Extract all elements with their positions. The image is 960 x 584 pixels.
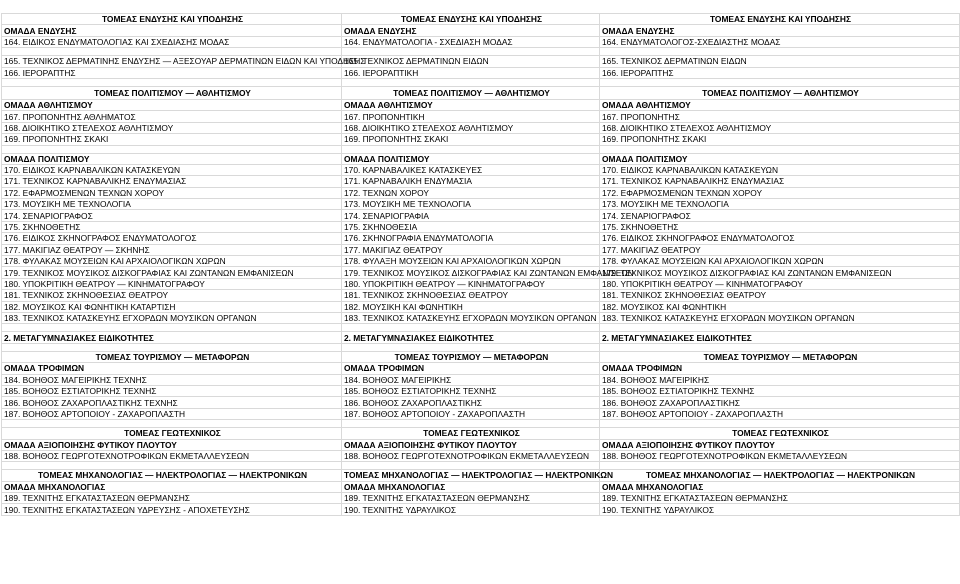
group-header-col1: ΟΜΑΔΑ ΑΘΛΗΤΙΣΜΟΥ [2,99,342,110]
specialty-cell-col2: 187. ΒΟΗΘΟΣ ΑΡΤΟΠΟΙΟΥ - ΖΑΧΑΡΟΠΛΑΣΤΗ [342,408,600,419]
specialty-cell-col2: 182. ΜΟΥΣΙΚΗ ΚΑΙ ΦΩΝΗΤΙΚΗ [342,301,600,312]
group-header-col1: ΟΜΑΔΑ ΤΡΟΦΙΜΩΝ [2,363,342,374]
specialty-row [2,176,960,187]
specialty-row [2,385,960,396]
sector-header-col2: ΤΟΜΕΑΣ ΕΝΔΥΣΗΣ ΚΑΙ ΥΠΟΔΗΣΗΣ [342,14,600,25]
specialty-cell-col2: 168. ΔΙΟΙΚΗΤΙΚΟ ΣΤΕΛΕΧΟΣ ΑΘΛΗΤΙΣΜΟΥ [342,122,600,133]
sector-header-col3: ΤΟΜΕΑΣ ΤΟΥΡΙΣΜΟΥ — ΜΕΤΑΦΟΡΩΝ [600,351,960,362]
specialty-cell-col1: 171. ΤΕΧΝΙΚΟΣ ΚΑΡΝΑΒΑΛΙΚΗΣ ΕΝΔΥΜΑΣΙΑΣ [2,176,342,187]
spacer-cell [342,78,600,86]
specialty-cell-col1: 189. ΤΕΧΝΙΤΗΣ ΕΓΚΑΤΑΣΤΑΣΕΩΝ ΘΕΡΜΑΝΣΗΣ [2,493,342,504]
specialty-row [2,504,960,515]
specialty-cell-col3: 184. ΒΟΗΘΟΣ ΜΑΓΕΙΡΙΚΗΣ [600,374,960,385]
specialty-row [2,301,960,312]
group-header-col3: ΟΜΑΔΑ ΑΞΙΟΠΟΙΗΣΗΣ ΦΥΤΙΚΟΥ ΠΛΟΥΤΟΥ [600,439,960,450]
specialty-cell-col2: 180. ΥΠΟΚΡΙΤΙΚΗ ΘΕΑΤΡΟΥ — ΚΙΝΗΜΑΤΟΓΡΑΦΟΥ [342,278,600,289]
group-header-row [2,439,960,450]
sector-header-col2: ΤΟΜΕΑΣ ΓΕΩΤΕΧΝΙΚΟΣ [342,428,600,439]
specialty-cell-col2: 167. ΠΡΟΠΟΝΗΤΙΚΗ [342,111,600,122]
specialty-row [2,221,960,232]
specialty-cell-col2: 170. ΚΑΡΝΑΒΑΛΙΚΕΣ ΚΑΤΑΣΚΕΥΕΣ [342,164,600,175]
specialty-cell-col1: 188. ΒΟΗΘΟΣ ΓΕΩΡΓΟΤΕΧΝΟΤΡΟΦΙΚΩΝ ΕΚΜΕΤΑΛΛΕΥΣΕΩΝ [2,450,342,461]
sector-header-col3: ΤΟΜΕΑΣ ΠΟΛΙΤΙΣΜΟΥ — ΑΘΛΗΤΙΣΜΟΥ [600,86,960,99]
specialty-cell-col1: 182. ΜΟΥΣΙΚΟΣ ΚΑΙ ΦΩΝΗΤΙΚΗ ΚΑΤΑΡΤΙΣΗ [2,301,342,312]
group-header-col1: ΟΜΑΔΑ ΜΗΧΑΝΟΛΟΓΙΑΣ [2,481,342,492]
spacer-row [2,145,960,153]
specialty-cell-col2: 181. ΤΕΧΝΙΚΟΣ ΣΚΗΝΟΘΕΣΙΑΣ ΘΕΑΤΡΟΥ [342,290,600,301]
spacer-cell [342,420,600,428]
sector-header-col2: ΤΟΜΕΑΣ ΤΟΥΡΙΣΜΟΥ — ΜΕΤΑΦΟΡΩΝ [342,351,600,362]
sector-header-col3: ΤΟΜΕΑΣ ΕΝΔΥΣΗΣ ΚΑΙ ΥΠΟΔΗΣΗΣ [600,14,960,25]
specialty-cell-col1: 187. ΒΟΗΘΟΣ ΑΡΤΟΠΟΙΟΥ - ΖΑΧΑΡΟΠΛΑΣΤΗ [2,408,342,419]
spacer-cell [600,324,960,332]
specialty-row [2,36,960,47]
sector-header-col1: ΤΟΜΕΑΣ ΓΕΩΤΕΧΝΙΚΟΣ [2,428,342,439]
spacer-row [2,462,960,470]
specialty-cell-col3: 172. ΕΦΑΡΜΟΣΜΕΝΩΝ ΤΕΧΝΩΝ ΧΟΡΟΥ [600,187,960,198]
group-header-col2: 2. ΜΕΤΑΓΥΜΝΑΣΙΑΚΕΣ ΕΙΔΙΚΟΤΗΤΕΣ [342,332,600,343]
sector-header-col3: ΤΟΜΕΑΣ ΓΕΩΤΕΧΝΙΚΟΣ [600,428,960,439]
specialty-cell-col3: 166. ΙΕΡΟΡΑΠΤΗΣ [600,67,960,78]
specialty-cell-col2: 175. ΣΚΗΝΟΘΕΣΙΑ [342,221,600,232]
group-header-col3: ΟΜΑΔΑ ΠΟΛΙΤΙΣΜΟΥ [600,153,960,164]
sector-header-col1: ΤΟΜΕΑΣ ΤΟΥΡΙΣΜΟΥ — ΜΕΤΑΦΟΡΩΝ [2,351,342,362]
specialty-cell-col1: 168. ΔΙΟΙΚΗΤΙΚΟ ΣΤΕΛΕΧΟΣ ΑΘΛΗΤΙΣΜΟΥ [2,122,342,133]
specialty-cell-col3: 178. ΦΥΛΑΚΑΣ ΜΟΥΣΕΙΩΝ ΚΑΙ ΑΡΧΑΙΟΛΟΓΙΚΩΝ ΧΩΡΩΝ [600,256,960,267]
specialty-cell-col1: 180. ΥΠΟΚΡΙΤΙΚΗ ΘΕΑΤΡΟΥ — ΚΙΝΗΜΑΤΟΓΡΑΦΟΥ [2,278,342,289]
specialty-cell-col3: 187. ΒΟΗΘΟΣ ΑΡΤΟΠΟΙΟΥ - ΖΑΧΑΡΟΠΛΑΣΤΗ [600,408,960,419]
specialty-row [2,210,960,221]
spacer-cell [342,145,600,153]
sector-header-col2: ΤΟΜΕΑΣ ΠΟΛΙΤΙΣΜΟΥ — ΑΘΛΗΤΙΣΜΟΥ [342,86,600,99]
specialty-cell-col1: 179. ΤΕΧΝΙΚΟΣ ΜΟΥΣΙΚΟΣ ΔΙΣΚΟΓΡΑΦΙΑΣ ΚΑΙ ΖΩΝΤΑΝΩΝ ΕΜΦΑΝΙΣΕΩΝ [2,267,342,278]
spacer-cell [600,462,960,470]
specialty-cell-col2: 185. ΒΟΗΘΟΣ ΕΣΤΙΑΤΟΡΙΚΗΣ ΤΕΧΝΗΣ [342,385,600,396]
specialty-cell-col2: 169. ΠΡΟΠΟΝΗΤΗΣ ΣΚΑΚΙ [342,134,600,145]
specialty-cell-col1: 177. ΜΑΚΙΓΙΑΖ ΘΕΑΤΡΟΥ — ΣΚΗΝΗΣ [2,244,342,255]
specialty-row [2,290,960,301]
sector-header-col1: ΤΟΜΕΑΣ ΠΟΛΙΤΙΣΜΟΥ — ΑΘΛΗΤΙΣΜΟΥ [2,86,342,99]
spacer-row [2,78,960,86]
specialty-cell-col1: 183. ΤΕΧΝΙΚΟΣ ΚΑΤΑΣΚΕΥΗΣ ΕΓΧΟΡΔΩΝ ΜΟΥΣΙΚΩΝ ΟΡΓΑΝΩΝ [2,312,342,323]
specialty-row [2,56,960,67]
sector-header-col2: ΤΟΜΕΑΣ ΜΗΧΑΝΟΛΟΓΙΑΣ — ΗΛΕΚΤΡΟΛΟΓΙΑΣ — ΗΛΕΚΤΡΟΝΙΚΩΝ [342,470,600,481]
specialty-row [2,122,960,133]
specialty-row [2,408,960,419]
group-header-col1: ΟΜΑΔΑ ΠΟΛΙΤΙΣΜΟΥ [2,153,342,164]
specialty-cell-col2: 174. ΣΕΝΑΡΙΟΓΡΑΦΙΑ [342,210,600,221]
specialty-cell-col1: 185. ΒΟΗΘΟΣ ΕΣΤΙΑΤΟΡΙΚΗΣ ΤΕΧΝΗΣ [2,385,342,396]
group-header-col1: ΟΜΑΔΑ ΕΝΔΥΣΗΣ [2,25,342,36]
specialty-cell-col2: 177. ΜΑΚΙΓΙΑΖ ΘΕΑΤΡΟΥ [342,244,600,255]
spacer-cell [342,343,600,351]
spacer-cell [342,462,600,470]
specialty-cell-col2: 189. ΤΕΧΝΙΤΗΣ ΕΓΚΑΤΑΣΤΑΣΕΩΝ ΘΕΡΜΑΝΣΗΣ [342,493,600,504]
specialty-cell-col3: 185. ΒΟΗΘΟΣ ΕΣΤΙΑΤΟΡΙΚΗΣ ΤΕΧΝΗΣ [600,385,960,396]
spacer-cell [2,48,342,56]
group-header-col3: ΟΜΑΔΑ ΤΡΟΦΙΜΩΝ [600,363,960,374]
spacer-row [2,48,960,56]
group-header-col1: ΟΜΑΔΑ ΑΞΙΟΠΟΙΗΣΗΣ ΦΥΤΙΚΟΥ ΠΛΟΥΤΟΥ [2,439,342,450]
spacer-cell [600,343,960,351]
specialty-cell-col2: 166. ΙΕΡΟΡΑΠΤΙΚΗ [342,67,600,78]
specialty-row [2,312,960,323]
specialties-table [1,13,960,516]
spacer-cell [600,420,960,428]
group-header-col2: ΟΜΑΔΑ ΠΟΛΙΤΙΣΜΟΥ [342,153,600,164]
group-header-col2: ΟΜΑΔΑ ΜΗΧΑΝΟΛΟΓΙΑΣ [342,481,600,492]
specialty-cell-col1: 165. ΤΕΧΝΙΚΟΣ ΔΕΡΜΑΤΙΝΗΣ ΕΝΔΥΣΗΣ — ΑΞΕΣΟΥΑΡ ΔΕΡΜΑΤΙΝΩΝ ΕΙΔΩΝ ΚΑΙ ΥΠΟΔΗΣΗΣ [2,56,342,67]
spacer-cell [2,462,342,470]
specialty-row [2,164,960,175]
group-header-col1: 2. ΜΕΤΑΓΥΜΝΑΣΙΑΚΕΣ ΕΙΔΙΚΟΤΗΤΕΣ [2,332,342,343]
specialty-row [2,397,960,408]
specialty-row [2,134,960,145]
specialty-cell-col3: 186. ΒΟΗΘΟΣ ΖΑΧΑΡΟΠΛΑΣΤΙΚΗΣ [600,397,960,408]
spacer-cell [2,420,342,428]
specialty-cell-col1: 176. ΕΙΔΙΚΟΣ ΣΚΗΝΟΓΡΑΦΟΣ ΕΝΔΥΜΑΤΟΛΟΓΟΣ [2,233,342,244]
specialty-cell-col2: 176. ΣΚΗΝΟΓΡΑΦΙΑ ΕΝΔΥΜΑΤΟΛΟΓΙΑ [342,233,600,244]
spacer-row [2,420,960,428]
specialty-cell-col2: 172. ΤΕΧΝΩΝ ΧΟΡΟΥ [342,187,600,198]
specialty-cell-col1: 169. ΠΡΟΠΟΝΗΤΗΣ ΣΚΑΚΙ [2,134,342,145]
specialty-cell-col1: 190. ΤΕΧΝΙΤΗΣ ΕΓΚΑΤΑΣΤΑΣΕΩΝ ΥΔΡΕΥΣΗΣ - ΑΠΟΧΕΤΕΥΣΗΣ [2,504,342,515]
specialty-row [2,267,960,278]
specialty-cell-col3: 171. ΤΕΧΝΙΚΟΣ ΚΑΡΝΑΒΑΛΙΚΗΣ ΕΝΔΥΜΑΣΙΑΣ [600,176,960,187]
sector-header-row [2,14,960,25]
specialty-cell-col1: 181. ΤΕΧΝΙΚΟΣ ΣΚΗΝΟΘΕΣΙΑΣ ΘΕΑΤΡΟΥ [2,290,342,301]
group-header-col3: ΟΜΑΔΑ ΕΝΔΥΣΗΣ [600,25,960,36]
sector-header-col3: ΤΟΜΕΑΣ ΜΗΧΑΝΟΛΟΓΙΑΣ — ΗΛΕΚΤΡΟΛΟΓΙΑΣ — ΗΛΕΚΤΡΟΝΙΚΩΝ [600,470,960,481]
specialty-cell-col3: 188. ΒΟΗΘΟΣ ΓΕΩΡΓΟΤΕΧΝΟΤΡΟΦΙΚΩΝ ΕΚΜΕΤΑΛΛΕΥΣΕΩΝ [600,450,960,461]
spacer-cell [2,145,342,153]
specialty-cell-col2: 165. ΤΕΧΝΙΚΟΣ ΔΕΡΜΑΤΙΝΩΝ ΕΙΔΩΝ [342,56,600,67]
specialty-cell-col2: 183. ΤΕΧΝΙΚΟΣ ΚΑΤΑΣΚΕΥΗΣ ΕΓΧΟΡΔΩΝ ΜΟΥΣΙΚΩΝ ΟΡΓΑΝΩΝ [342,312,600,323]
spacer-row [2,324,960,332]
sector-header-col1: ΤΟΜΕΑΣ ΕΝΔΥΣΗΣ ΚΑΙ ΥΠΟΔΗΣΗΣ [2,14,342,25]
group-header-row [2,481,960,492]
specialty-cell-col3: 175. ΣΚΗΝΟΘΕΤΗΣ [600,221,960,232]
specialty-cell-col1: 164. ΕΙΔΙΚΟΣ ΕΝΔΥΜΑΤΟΛΟΓΙΑΣ ΚΑΙ ΣΧΕΔΙΑΣΗΣ ΜΟΔΑΣ [2,36,342,47]
specialty-cell-col3: 190. ΤΕΧΝΙΤΗΣ ΥΔΡΑΥΛΙΚΟΣ [600,504,960,515]
specialty-cell-col3: 180. ΥΠΟΚΡΙΤΙΚΗ ΘΕΑΤΡΟΥ — ΚΙΝΗΜΑΤΟΓΡΑΦΟΥ [600,278,960,289]
spacer-cell [600,48,960,56]
specialty-cell-col1: 172. ΕΦΑΡΜΟΣΜΕΝΩΝ ΤΕΧΝΩΝ ΧΟΡΟΥ [2,187,342,198]
specialty-cell-col3: 168. ΔΙΟΙΚΗΤΙΚΟ ΣΤΕΛΕΧΟΣ ΑΘΛΗΤΙΣΜΟΥ [600,122,960,133]
specialty-cell-col3: 167. ΠΡΟΠΟΝΗΤΗΣ [600,111,960,122]
specialty-cell-col3: 189. ΤΕΧΝΙΤΗΣ ΕΓΚΑΤΑΣΤΑΣΕΩΝ ΘΕΡΜΑΝΣΗΣ [600,493,960,504]
specialty-row [2,256,960,267]
spacer-cell [2,343,342,351]
specialty-cell-col3: 176. ΕΙΔΙΚΟΣ ΣΚΗΝΟΓΡΑΦΟΣ ΕΝΔΥΜΑΤΟΛΟΓΟΣ [600,233,960,244]
group-header-row [2,25,960,36]
spacer-cell [342,324,600,332]
specialty-cell-col3: 183. ΤΕΧΝΙΚΟΣ ΚΑΤΑΣΚΕΥΗΣ ΕΓΧΟΡΔΩΝ ΜΟΥΣΙΚΩΝ ΟΡΓΑΝΩΝ [600,312,960,323]
specialty-row [2,187,960,198]
spacer-cell [342,48,600,56]
sector-header-row [2,470,960,481]
group-header-row [2,153,960,164]
group-header-row [2,363,960,374]
specialty-cell-col2: 186. ΒΟΗΘΟΣ ΖΑΧΑΡΟΠΛΑΣΤΙΚΗΣ [342,397,600,408]
specialty-cell-col3: 173. ΜΟΥΣΙΚΗ ΜΕ ΤΕΧΝΟΛΟΓΙΑ [600,199,960,210]
specialty-cell-col3: 170. ΕΙΔΙΚΟΣ ΚΑΡΝΑΒΑΛΙΚΩΝ ΚΑΤΑΣΚΕΥΩΝ [600,164,960,175]
specialty-row [2,67,960,78]
specialty-cell-col2: 164. ΕΝΔΥΜΑΤΟΛΟΓΙΑ - ΣΧΕΔΙΑΣΗ ΜΟΔΑΣ [342,36,600,47]
specialty-row [2,450,960,461]
specialty-cell-col2: 179. ΤΕΧΝΙΚΟΣ ΜΟΥΣΙΚΟΣ ΔΙΣΚΟΓΡΑΦΙΑΣ ΚΑΙ ΖΩΝΤΑΝΩΝ ΕΜΦΑΝΙΣΕΩΝ [342,267,600,278]
specialty-row [2,374,960,385]
specialty-row [2,199,960,210]
specialty-cell-col2: 173. ΜΟΥΣΙΚΗ ΜΕ ΤΕΧΝΟΛΟΓΙΑ [342,199,600,210]
spacer-cell [2,78,342,86]
group-header-col3: 2. ΜΕΤΑΓΥΜΝΑΣΙΑΚΕΣ ΕΙΔΙΚΟΤΗΤΕΣ [600,332,960,343]
specialty-cell-col1: 175. ΣΚΗΝΟΘΕΤΗΣ [2,221,342,232]
spacer-cell [600,145,960,153]
group-header-col3: ΟΜΑΔΑ ΑΘΛΗΤΙΣΜΟΥ [600,99,960,110]
specialty-row [2,493,960,504]
specialty-cell-col3: 165. ΤΕΧΝΙΚΟΣ ΔΕΡΜΑΤΙΝΩΝ ΕΙΔΩΝ [600,56,960,67]
group-header-row [2,99,960,110]
specialty-cell-col3: 177. ΜΑΚΙΓΙΑΖ ΘΕΑΤΡΟΥ [600,244,960,255]
sector-header-row [2,351,960,362]
sector-header-row [2,86,960,99]
group-header-row [2,332,960,343]
specialty-cell-col1: 170. ΕΙΔΙΚΟΣ ΚΑΡΝΑΒΑΛΙΚΩΝ ΚΑΤΑΣΚΕΥΩΝ [2,164,342,175]
specialty-cell-col3: 179. ΤΕΧΝΙΚΟΣ ΜΟΥΣΙΚΟΣ ΔΙΣΚΟΓΡΑΦΙΑΣ ΚΑΙ ΖΩΝΤΑΝΩΝ ΕΜΦΑΝΙΣΕΩΝ [600,267,960,278]
group-header-col2: ΟΜΑΔΑ ΑΞΙΟΠΟΙΗΣΗΣ ΦΥΤΙΚΟΥ ΠΛΟΥΤΟΥ [342,439,600,450]
specialty-cell-col3: 182. ΜΟΥΣΙΚΟΣ ΚΑΙ ΦΩΝΗΤΙΚΗ [600,301,960,312]
spacer-cell [600,78,960,86]
spacer-row [2,343,960,351]
specialty-cell-col2: 184. ΒΟΗΘΟΣ ΜΑΓΕΙΡΙΚΗΣ [342,374,600,385]
specialty-cell-col1: 186. ΒΟΗΘΟΣ ΖΑΧΑΡΟΠΛΑΣΤΙΚΗΣ ΤΕΧΝΗΣ [2,397,342,408]
sector-header-row [2,428,960,439]
specialty-row [2,233,960,244]
specialty-cell-col1: 173. ΜΟΥΣΙΚΗ ΜΕ ΤΕΧΝΟΛΟΓΙΑ [2,199,342,210]
group-header-col2: ΟΜΑΔΑ ΑΘΛΗΤΙΣΜΟΥ [342,99,600,110]
sector-header-col1: ΤΟΜΕΑΣ ΜΗΧΑΝΟΛΟΓΙΑΣ — ΗΛΕΚΤΡΟΛΟΓΙΑΣ — ΗΛΕΚΤΡΟΝΙΚΩΝ [2,470,342,481]
specialty-cell-col3: 164. ΕΝΔΥΜΑΤΟΛΟΓΟΣ-ΣΧΕΔΙΑΣΤΗΣ ΜΟΔΑΣ [600,36,960,47]
specialty-cell-col1: 167. ΠΡΟΠΟΝΗΤΗΣ ΑΘΛΗΜΑΤΟΣ [2,111,342,122]
group-header-col2: ΟΜΑΔΑ ΤΡΟΦΙΜΩΝ [342,363,600,374]
specialty-cell-col3: 169. ΠΡΟΠΟΝΗΤΗΣ ΣΚΑΚΙ [600,134,960,145]
specialty-cell-col1: 166. ΙΕΡΟΡΑΠΤΗΣ [2,67,342,78]
specialty-cell-col2: 190. ΤΕΧΝΙΤΗΣ ΥΔΡΑΥΛΙΚΟΣ [342,504,600,515]
specialty-cell-col1: 184. ΒΟΗΘΟΣ ΜΑΓΕΙΡΙΚΗΣ ΤΕΧΝΗΣ [2,374,342,385]
specialty-row [2,278,960,289]
specialty-cell-col2: 171. ΚΑΡΝΑΒΑΛΙΚΗ ΕΝΔΥΜΑΣΙΑ [342,176,600,187]
group-header-col3: ΟΜΑΔΑ ΜΗΧΑΝΟΛΟΓΙΑΣ [600,481,960,492]
specialty-cell-col2: 178. ΦΥΛΑΞΗ ΜΟΥΣΕΙΩΝ ΚΑΙ ΑΡΧΑΙΟΛΟΓΙΚΩΝ ΧΩΡΩΝ [342,256,600,267]
spacer-cell [2,324,342,332]
specialty-row [2,111,960,122]
specialty-cell-col1: 174. ΣΕΝΑΡΙΟΓΡΑΦΟΣ [2,210,342,221]
specialty-cell-col3: 181. ΤΕΧΝΙΚΟΣ ΣΚΗΝΟΘΕΣΙΑΣ ΘΕΑΤΡΟΥ [600,290,960,301]
specialty-cell-col3: 174. ΣΕΝΑΡΙΟΓΡΑΦΟΣ [600,210,960,221]
specialty-cell-col2: 188. ΒΟΗΘΟΣ ΓΕΩΡΓΟΤΕΧΝΟΤΡΟΦΙΚΩΝ ΕΚΜΕΤΑΛΛΕΥΣΕΩΝ [342,450,600,461]
group-header-col2: ΟΜΑΔΑ ΕΝΔΥΣΗΣ [342,25,600,36]
specialty-cell-col1: 178. ΦΥΛΑΚΑΣ ΜΟΥΣΕΙΩΝ ΚΑΙ ΑΡΧΑΙΟΛΟΓΙΚΩΝ ΧΩΡΩΝ [2,256,342,267]
specialty-row [2,244,960,255]
